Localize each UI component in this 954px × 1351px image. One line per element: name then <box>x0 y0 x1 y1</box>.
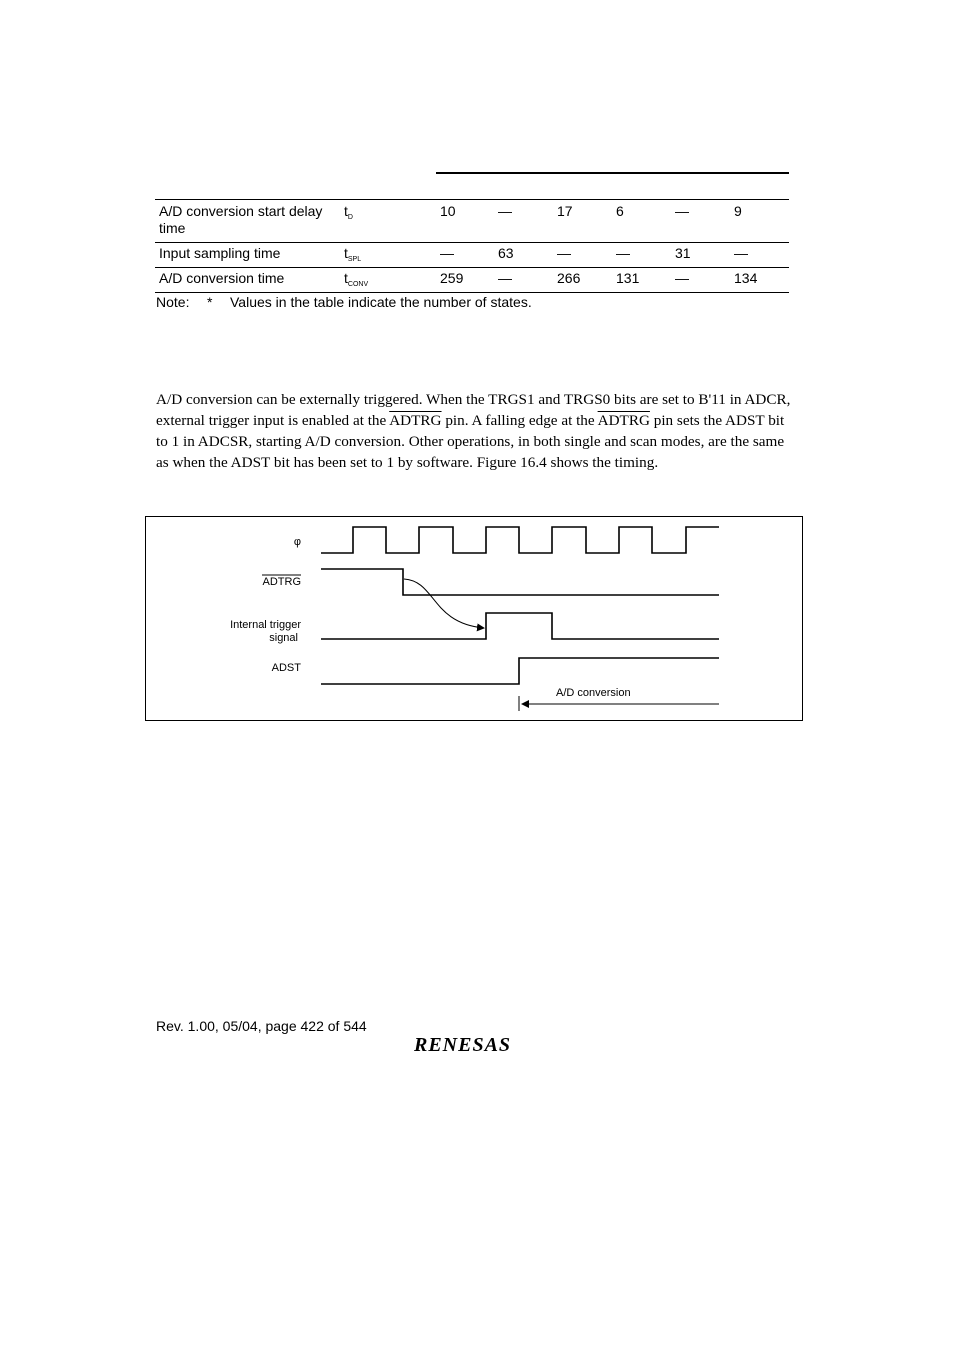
symbol-base: t <box>344 203 348 219</box>
row-item-label: A/D conversion time <box>159 270 285 286</box>
item-line: A/D conversion start delay <box>159 203 323 219</box>
adtrg-waveform <box>321 569 719 595</box>
timing-diagram <box>145 516 803 721</box>
row-value: 266 <box>557 270 581 286</box>
adtrg-label: ADTRG <box>262 576 301 588</box>
symbol-subscript: SPL <box>347 256 362 263</box>
table-top-rule <box>155 199 789 200</box>
internal-trigger-label-line1: Internal trigger <box>230 619 301 631</box>
row-value: — <box>616 245 630 261</box>
internal-trigger-label-line2: signal <box>269 632 298 644</box>
symbol-subscript: CONV <box>347 281 369 288</box>
phi-clock-waveform <box>321 527 719 553</box>
table-bottom-rule <box>155 292 789 293</box>
row-value: — <box>734 245 748 261</box>
row-value: — <box>557 245 571 261</box>
phi-label: φ <box>293 536 301 548</box>
para-text: pin. A falling edge at the <box>441 412 598 429</box>
adst-waveform <box>321 658 719 684</box>
ad-conversion-label: A/D conversion <box>556 687 631 699</box>
timing-diagram-svg <box>146 517 802 720</box>
trigger-causal-arrow <box>404 579 484 628</box>
page-info: Rev. 1.00, 05/04, page 422 of 544 <box>156 1018 367 1034</box>
row-symbol <box>344 245 361 268</box>
row-symbol <box>344 270 368 293</box>
row-value: 17 <box>557 203 573 219</box>
table-row-rule <box>155 267 789 268</box>
row-value: 9 <box>734 203 742 219</box>
adtrg-pin-ref: ADTRG <box>597 412 650 429</box>
para-text: A/D conversion can be externally triggered. When the TRGS1 and TRGS0 bits are set to B'11 in ADCR, external trigger input is enabled at the <box>156 391 791 429</box>
row-value: 259 <box>440 270 464 286</box>
adst-label: ADST <box>271 662 301 674</box>
symbol-base: t <box>344 245 348 261</box>
row-value: 10 <box>440 203 456 219</box>
row-value: — <box>498 270 512 286</box>
row-value: — <box>498 203 512 219</box>
row-value: 63 <box>498 245 514 261</box>
note-marker: * <box>207 294 213 310</box>
table-header-rule <box>436 172 789 174</box>
row-value: 6 <box>616 203 624 219</box>
renesas-logo: RENESAS <box>414 1034 512 1056</box>
row-value: 131 <box>616 270 640 286</box>
para-text: pin sets the ADST bit to 1 in ADCSR, starting A/D conversion. Other operations, in both single and scan modes, are the same as when the ADST bit has been set to 1 by software. Figure 16.4 shows the timing. <box>156 412 785 471</box>
row-value: 31 <box>675 245 691 261</box>
note-label: Note: <box>156 294 190 310</box>
row-symbol <box>344 203 353 226</box>
internal-trigger-waveform <box>321 613 719 639</box>
symbol-base: t <box>344 270 348 286</box>
table-row-rule <box>155 242 789 243</box>
adtrg-pin-ref: ADTRG <box>389 412 442 429</box>
row-value: — <box>440 245 454 261</box>
item-line: time <box>159 220 186 236</box>
note-text: Values in the table indicate the number of states. <box>230 294 532 310</box>
row-value: — <box>675 203 689 219</box>
row-value: 134 <box>734 270 758 286</box>
row-item-label <box>159 203 322 237</box>
row-item-label: Input sampling time <box>159 245 281 261</box>
body-paragraph <box>156 389 796 473</box>
table-note <box>156 294 189 311</box>
symbol-subscript: D <box>347 214 353 221</box>
row-value: — <box>675 270 689 286</box>
